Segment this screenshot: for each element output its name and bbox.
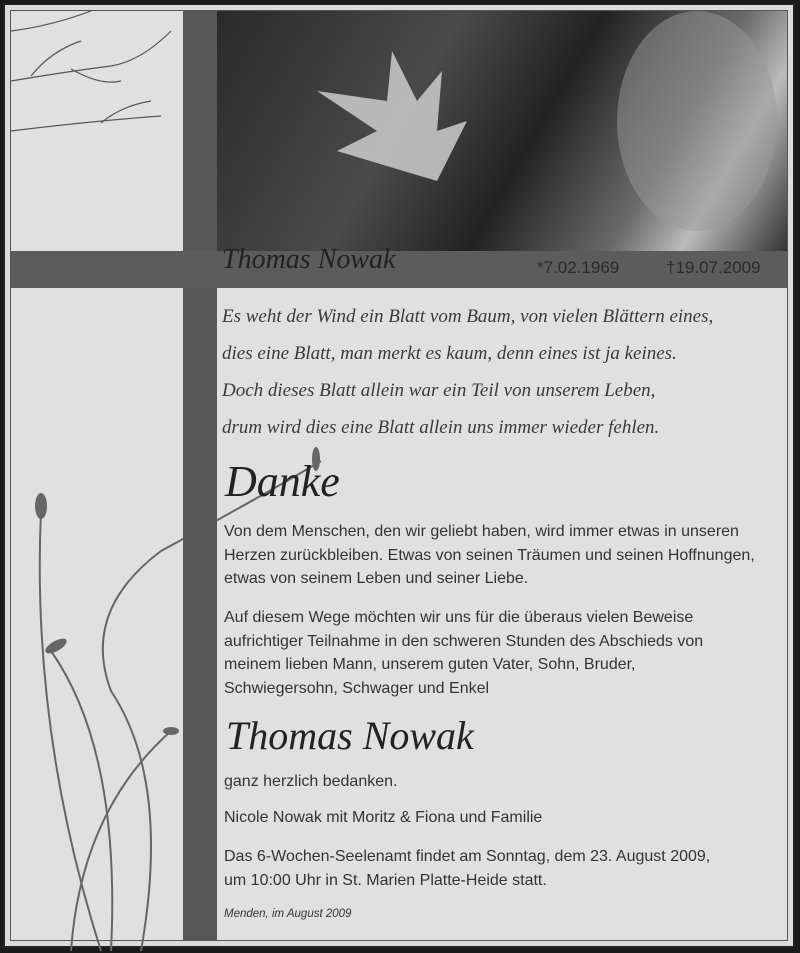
header-name: Thomas Nowak [222, 244, 396, 275]
leaf-image [217, 11, 787, 251]
service-info [224, 845, 789, 892]
text-line: Schwiegersohn, Schwager und Enkel [224, 679, 490, 697]
text-line: Herzen zurückbleiben. Etwas von seinen Träumen und seinen Hoffnungen, [224, 546, 755, 564]
family-signature: Nicole Nowak mit Moritz & Fiona und Familie [224, 809, 543, 826]
text-line: um 10:00 Uhr in St. Marien Platte-Heide statt. [224, 871, 547, 889]
poem-line: drum wird dies eine Blatt allein uns immer wieder fehlen. [222, 417, 660, 438]
text-line: meinem lieben Mann, unserem guten Vater, Sohn, Bruder, [224, 656, 636, 673]
text-line: Auf diesem Wege möchten wir uns für die überaus vielen Beweise [224, 609, 694, 626]
danke-heading: Danke [225, 457, 340, 506]
poem-line: Doch dieses Blatt allein war ein Teil von unserem Leben, [222, 380, 656, 401]
thanks-line: ganz herzlich bedanken. [224, 773, 398, 790]
paragraph-thanks [224, 606, 789, 700]
text-line: Das 6-Wochen-Seelenamt findet am Sonntag, dem 23. August 2009, [224, 848, 711, 865]
paragraph-memory [224, 520, 789, 591]
poem-line: dies eine Blatt, man merkt es kaum, denn eines ist ja keines. [222, 343, 677, 364]
poem-line: Es weht der Wind ein Blatt vom Baum, von vielen Blättern eines, [222, 306, 714, 327]
text-line: etwas von seinem Leben und seiner Liebe. [224, 570, 529, 587]
portrait-photo [217, 11, 787, 251]
deceased-name: Thomas Nowak [226, 713, 474, 758]
poem [222, 298, 787, 446]
place-date: Menden, im August 2009 [224, 908, 352, 920]
death-date: †19.07.2009 [666, 258, 761, 277]
cross-vertical-bar [183, 11, 217, 940]
branch-illustration [11, 11, 183, 251]
birth-date: *7.02.1969 [537, 258, 620, 277]
text-line: Von dem Menschen, den wir geliebt haben, wird immer etwas in unseren [224, 523, 739, 540]
obituary-panel [10, 10, 788, 941]
text-line: aufrichtiger Teilnahme in den schweren Stunden des Abschieds von [224, 632, 704, 650]
